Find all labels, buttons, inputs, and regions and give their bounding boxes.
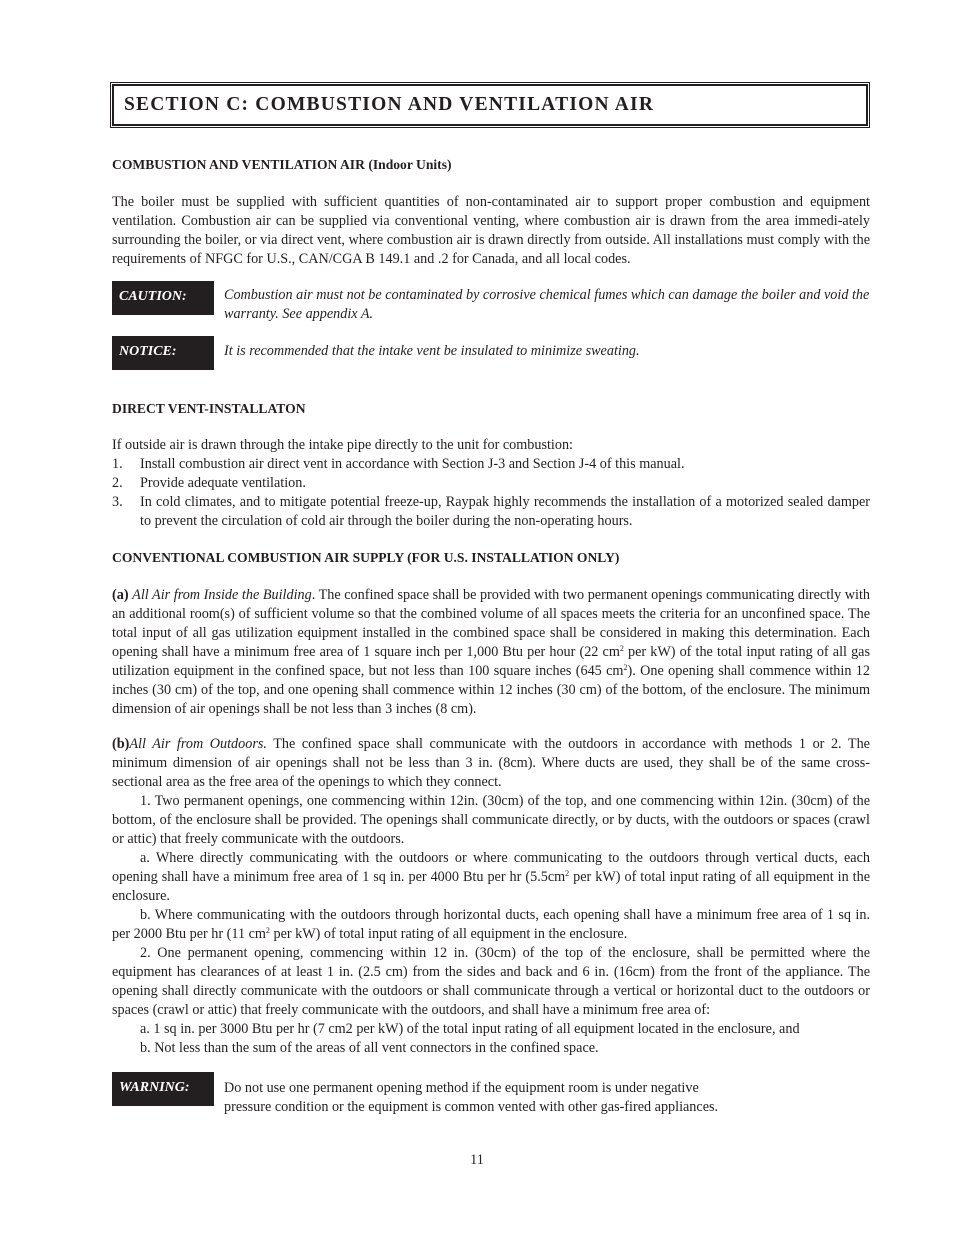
list-text: Install combustion air direct vent in accordance with Section J-3 and Section J-4 of this manual. [140, 456, 685, 472]
notice-text: It is recommended that the intake vent be insulated to minimize sweating. [224, 343, 640, 359]
list-item [112, 493, 870, 531]
method-1: 1. Two permanent openings, one commencing within 12in. (30cm) of the top, and one commencing within 12in. (30cm) of the bottom, of the enclosure shall be provided. The openings shall communicate directly, or by ducts, with the outdoors or spaces (crawl or attic) that freely communicate with the outdoors. [112, 793, 870, 847]
caution-label-box [112, 281, 214, 315]
notice-label-box [112, 336, 214, 370]
warning-label: WARNING: [119, 1080, 190, 1095]
paragraph-b [112, 735, 870, 1058]
method-1a-text: a. Where directly communicating with the outdoors or where communicating to the outdoors through vertical ducts, each opening shall have a minimum free area of 1 sq in. per 4000 Btu per hr (5.5cm [112, 850, 870, 885]
superscript: 2 [619, 644, 624, 653]
list-text: In cold climates, and to mitigate potential freeze-up, Raypak highly recommends the installation of a motorized sealed damper to prevent the circulation of cold air through the boiler during the non-operating hours. [140, 494, 870, 529]
paragraph-a-title: All Air from Inside the Building [132, 587, 312, 603]
method-2: 2. One permanent opening, commencing within 12 in. (30cm) of the top of the enclosure, shall be permitted where the equipment has clearances of at least 1 in. (2.5 cm) from the sides and back and 6 in. (16cm) from the front of the appliance. The opening shall directly communicate with the outdoors or shall communicate through a vertical or horizontal duct to the outdoors or spaces (crawl or attic) that freely communicate with the outdoors, and shall have a minimum free area of: [112, 945, 870, 1018]
indoor-paragraph [112, 193, 870, 269]
caution-text: Combustion air must not be contaminated by corrosive chemical fumes which can damage the boiler and void the warranty. See appendix A. [224, 287, 870, 322]
conventional-heading: CONVENTIONAL COMBUSTION AIR SUPPLY (FOR U.S. INSTALLATION ONLY) [112, 550, 620, 565]
method-1b-text: b. Where communicating with the outdoors through horizontal ducts, each opening shall have a minimum free area of 1 sq in. per 2000 Btu per hr (11 cm [112, 907, 870, 942]
paragraph-b-label: (b) [112, 736, 130, 752]
superscript: 2 [623, 663, 628, 672]
list-item [112, 455, 870, 474]
paragraph-a-text: . The confined space shall be provided with two permanent openings communicating directly with an additional room(s) of sufficient volume so that the combined volume of all spaces meets the criteria for an unconfined space. The total input of all gas utilization equipment installed in the combined space shall be considered in making this determination. Each opening shall have a minimum free area of 1 square inch per 1,000 Btu per hour (22 cm [112, 587, 871, 660]
superscript: 2 [565, 869, 570, 878]
paragraph-a [112, 586, 870, 719]
method-1a [112, 849, 870, 906]
paragraph-a-text: ). One opening shall commence within 12 inches (30 cm) of the top, and one opening shall commence within 12 inches (30 cm) of the bottom, of the enclosure. The minimum dimension of air openings shall be not less than 3 inches (8 cm). [112, 663, 870, 717]
list-item [112, 474, 870, 493]
method-2b: b. Not less than the sum of the areas of all vent connectors in the confined space. [140, 1040, 599, 1056]
section-title-box [112, 84, 868, 126]
indoor-heading: COMBUSTION AND VENTILATION AIR (Indoor Units) [112, 157, 452, 172]
paragraph-b-title: All Air from Outdoors. [129, 736, 267, 752]
list-number: 1. [112, 456, 123, 472]
warning-label-box [112, 1072, 214, 1106]
method-1b [112, 906, 870, 944]
direct-vent-heading: DIRECT VENT-INSTALLATON [112, 401, 306, 416]
superscript: 2 [265, 926, 270, 935]
paragraph-a-label: (a) [112, 587, 129, 603]
indoor-body: The boiler must be supplied with sufficient quantities of non-contaminated air to support proper combustion and equipment ventilation. Combustion air can be supplied via conventional venting, where combustion air is drawn from the area immedi-ately surrounding the boiler, or via direct vent, where combustion air is drawn directly from outside. All installations must comply with the requirements of NFGC for U.S., CAN/CGA B 149.1 and .2 for Canada, and all local codes. [112, 194, 870, 267]
section-title: SECTION C: COMBUSTION AND VENTILATION AIR [124, 94, 655, 115]
paragraph-b-text: The confined space shall communicate with the outdoors in accordance with methods 1 or 2. The minimum dimension of air openings shall not be less than 3 in. (8cm). Where ducts are used, they shall be of the same cross-sectional area as the free area of the openings to which they connect. [112, 736, 870, 790]
list-text: Provide adequate ventilation. [140, 475, 306, 491]
direct-vent-list [112, 455, 870, 531]
list-number: 3. [112, 494, 123, 510]
list-number: 2. [112, 475, 123, 491]
warning-text-line: Do not use one permanent opening method if the equipment room is under negative [224, 1080, 699, 1096]
notice-label: NOTICE: [119, 344, 177, 359]
method-1b-text: per kW) of total input rating of all equipment in the enclosure. [269, 926, 628, 942]
warning-text [224, 1079, 870, 1117]
direct-vent-intro: If outside air is drawn through the intake pipe directly to the unit for combustion: [112, 437, 573, 453]
warning-text-line: pressure condition or the equipment is common vented with other gas-fired appliances. [224, 1099, 719, 1115]
caution-label: CAUTION: [119, 289, 187, 304]
paragraph-a-text: per kW) of the total input rating of all gas utilization equipment in the confined space, but not less than 100 square inches (645 cm [112, 644, 870, 679]
method-2a: a. 1 sq in. per 3000 Btu per hr (7 cm2 per kW) of the total input rating of all equipment located in the enclosure, and [140, 1021, 800, 1037]
page-number: 11 [470, 1152, 484, 1168]
method-1a-text: per kW) of total input rating of all equipment in the enclosure. [112, 869, 870, 904]
